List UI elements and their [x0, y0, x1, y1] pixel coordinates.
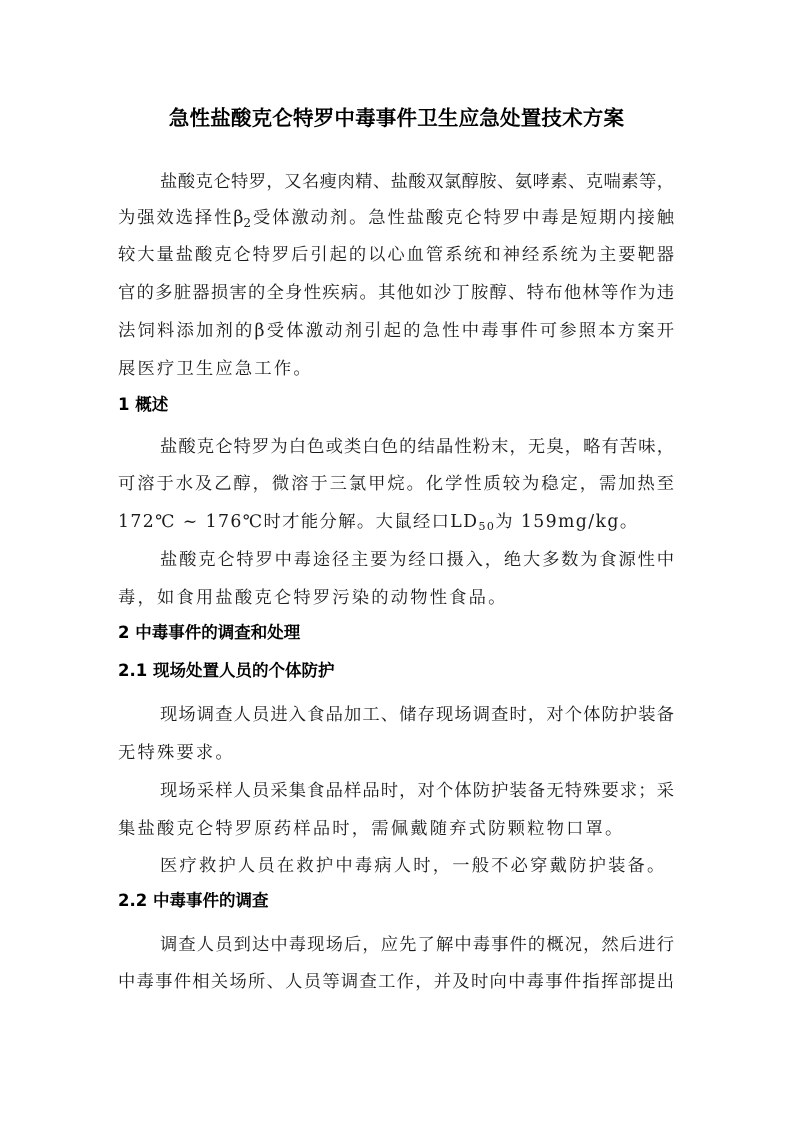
- section-2-1-para-2-line-1: 现场采样人员采集食品样品时，对个体防护装备无特殊要求；采: [160, 781, 674, 801]
- intro-line-1: 盐酸克仑特罗，又名瘦肉精、盐酸双氯醇胺、氨哮素、克喘素等，: [160, 172, 674, 192]
- intro-line-4: 官的多脏器损害的全身性疾病。其他如沙丁胺醇、特布他林等作为违: [118, 283, 674, 303]
- section-1-para-2-line-1: 盐酸克仑特罗中毒途径主要为经口摄入，绝大多数为食源性中: [160, 550, 674, 570]
- section-2-1-para-1-line-1: 现场调查人员进入食品加工、储存现场调查时，对个体防护装备: [160, 705, 674, 725]
- section-2-2-para-1-line-2: 中毒事件相关场所、人员等调查工作，并及时向中毒事件指挥部提出: [118, 972, 674, 992]
- section-2-2-para-1-line-1: 调查人员到达中毒现场后，应先了解中毒事件的概况，然后进行: [160, 935, 674, 955]
- section-2-2-heading: 2.2 中毒事件的调查: [118, 891, 269, 910]
- intro-line-2-part-b: 受体激动剂。急性盐酸克仑特罗中毒是短期内接触: [251, 208, 674, 228]
- section-2-1-heading: 2.1 现场处置人员的个体防护: [118, 661, 335, 680]
- ld50-subscript: 50: [478, 520, 496, 533]
- section-1-para-1-line-1: 盐酸克仑特罗为白色或类白色的结晶性粉末，无臭，略有苦味，: [160, 437, 674, 457]
- beta-subscript: 2: [243, 216, 251, 230]
- ld50-text-pre: 172℃ ~ 176℃时才能分解。大鼠经口LD: [118, 512, 479, 532]
- section-2-1-para-2-line-2: 集盐酸克仑特罗原药样品时，需佩戴随弃式防颗粒物口罩。: [118, 819, 625, 839]
- document-title: 急性盐酸克仑特罗中毒事件卫生应急处置技术方案: [168, 106, 625, 130]
- ld50-text-post: 为 159mg/kg。: [495, 512, 639, 532]
- intro-line-2: [118, 206, 674, 230]
- intro-line-3: 较大量盐酸克仑特罗后引起的以心血管系统和神经系统为主要靶器: [118, 245, 674, 265]
- section-1-para-1-line-3: [118, 510, 674, 534]
- intro-line-6: 展医疗卫生应急工作。: [118, 359, 313, 379]
- section-2-heading: 2 中毒事件的调查和处理: [118, 623, 301, 642]
- section-1-para-1-line-2: 可溶于水及乙醇，微溶于三氯甲烷。化学性质较为稳定，需加热至: [118, 474, 674, 494]
- section-2-1-para-1-line-2: 无特殊要求。: [118, 743, 235, 763]
- section-1-para-2-line-2: 毒，如食用盐酸克仑特罗污染的动物性食品。: [118, 588, 508, 608]
- intro-line-2-part-a: 为强效选择性β: [118, 208, 244, 228]
- section-2-1-para-3-line-1: 医疗救护人员在救护中毒病人时，一般不必穿戴防护装备。: [160, 856, 667, 876]
- intro-line-5: 法饲料添加剂的β受体激动剂引起的急性中毒事件可参照本方案开: [118, 321, 674, 341]
- section-1-heading: 1 概述: [118, 395, 169, 414]
